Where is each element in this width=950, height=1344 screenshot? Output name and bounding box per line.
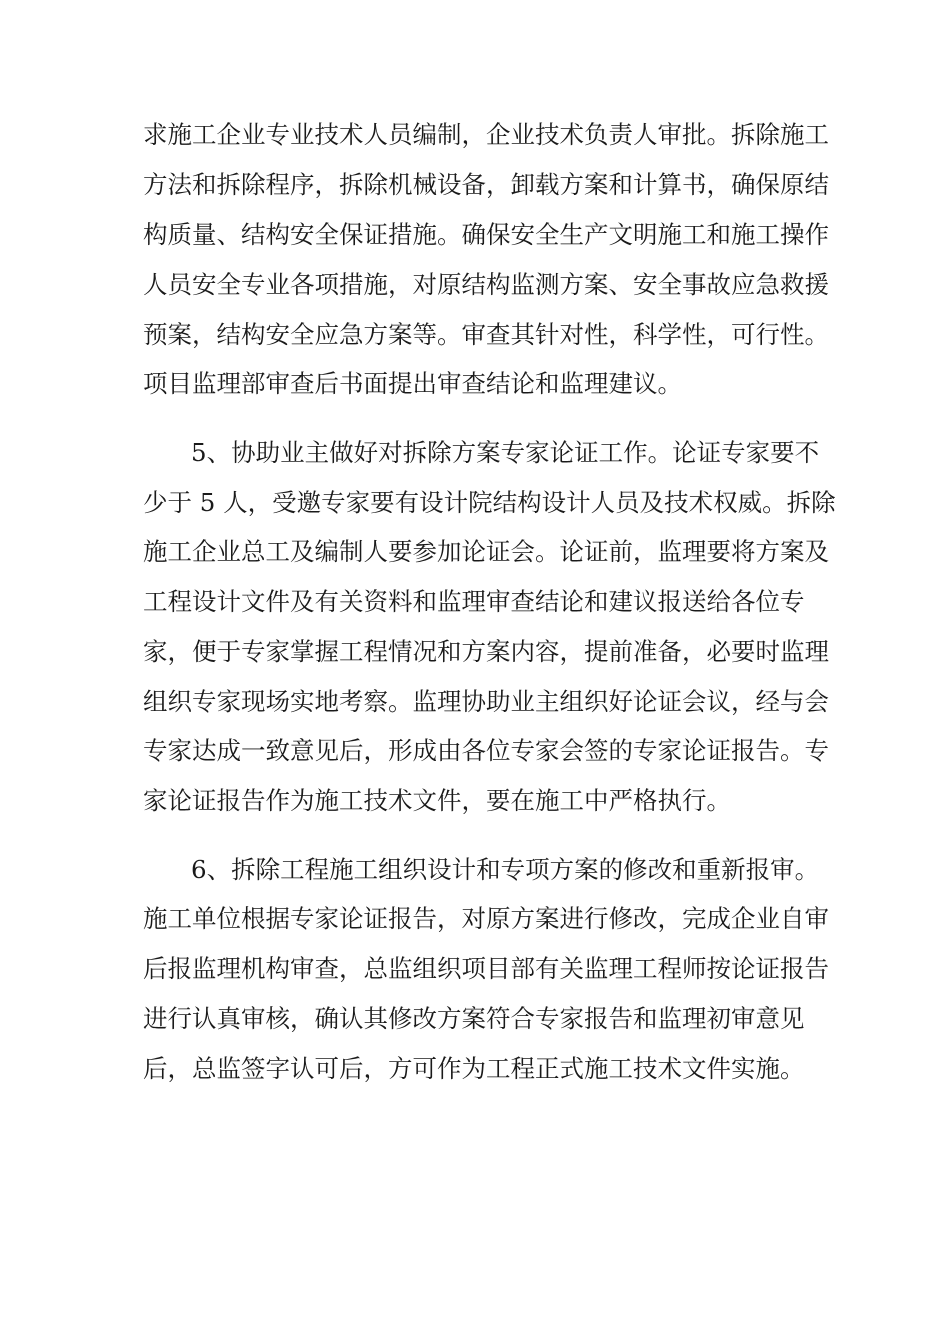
paragraph-2-line-2: 少于 5 人，受邀专家要有设计院结构设计人员及技术权威。拆除	[143, 488, 836, 517]
paragraph-3-line-2: 施工单位根据专家论证报告，对原方案进行修改，完成企业自审	[143, 904, 829, 933]
paragraph-3-line-5: 后，总监签字认可后，方可作为工程正式施工技术文件实施。	[143, 1054, 805, 1083]
paragraph-3-line-4: 进行认真审核，确认其修改方案符合专家报告和监理初审意见	[143, 1004, 805, 1033]
paragraph-2-line-5: 家，便于专家掌握工程情况和方案内容，提前准备，必要时监理	[143, 637, 829, 666]
paragraph-1-line-4: 人员安全专业各项措施，对原结构监测方案、安全事故应急救援	[143, 270, 829, 299]
paragraph-3-line-3: 后报监理机构审查，总监组织项目部有关监理工程师按论证报告	[143, 954, 829, 983]
paragraph-2-line-1: 5、协助业主做好对拆除方案专家论证工作。论证专家要不	[191, 438, 820, 467]
paragraph-1-line-5: 预案，结构安全应急方案等。审查其针对性，科学性，可行性。	[143, 320, 829, 349]
paragraph-2-line-6: 组织专家现场实地考察。监理协助业主组织好论证会议，经与会	[143, 687, 829, 716]
paragraph-1-line-3: 构质量、结构安全保证措施。确保安全生产文明施工和施工操作	[143, 220, 829, 249]
paragraph-2-line-4: 工程设计文件及有关资料和监理审查结论和建议报送给各位专	[143, 587, 805, 616]
paragraph-2-line-3: 施工企业总工及编制人要参加论证会。论证前，监理要将方案及	[143, 537, 829, 566]
paragraph-1-line-1: 求施工企业专业技术人员编制，企业技术负责人审批。拆除施工	[143, 120, 829, 149]
paragraph-2-line-8: 家论证报告作为施工技术文件，要在施工中严格执行。	[143, 786, 731, 815]
paragraph-2-line-7: 专家达成一致意见后，形成由各位专家会签的专家论证报告。专	[143, 736, 829, 765]
paragraph-1-line-6: 项目监理部审查后书面提出审查结论和监理建议。	[143, 369, 682, 398]
paragraph-1-line-2: 方法和拆除程序，拆除机械设备，卸载方案和计算书，确保原结	[143, 170, 829, 199]
paragraph-3-line-1: 6、拆除工程施工组织设计和专项方案的修改和重新报审。	[191, 855, 820, 884]
